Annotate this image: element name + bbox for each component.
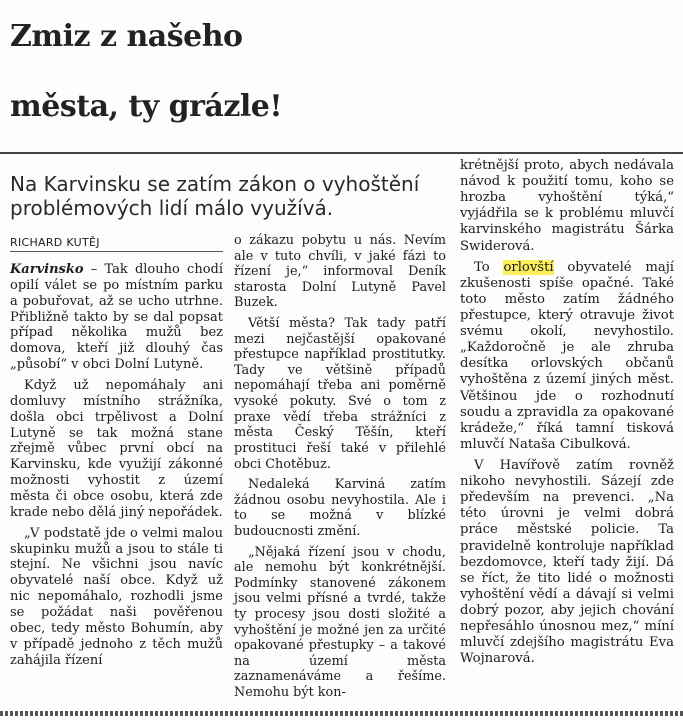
paragraph <box>460 260 674 453</box>
headline-line-2: města, ty grázle! <box>10 89 283 124</box>
paragraph: krétnější proto, abych nedávala návod k použití tomu, koho se hrozba vyhoštění týká,“ vyjádřila se k problému mluvčí karvinského magistrátu Šárka Swiderová. <box>460 158 674 254</box>
headline-line-1: Zmiz z našeho <box>10 19 243 54</box>
article-column-1 <box>10 262 223 673</box>
top-rule <box>0 152 683 154</box>
paragraph: Když už nepomáhaly ani domluvy místního strážníka, došla obci trpělivost a Dolní Lutyně se tak možná stane zřejmě vůbec první obcí na Karvinsku, kde využijí zákonné možnosti vyhostit z území města či obce osobu, která zde krade nebo dělá jiný nepořádek. <box>10 378 223 520</box>
bottom-rule <box>0 711 683 716</box>
dateline-location: Karvinsko <box>10 262 84 277</box>
headline <box>10 2 680 142</box>
paragraph: o zákazu pobytu u nás. Nevím ale v tuto chvíli, v jaké fázi to řízení je,“ informoval Deník starosta Dolní Lutyně Pavel Buzek. <box>234 233 446 311</box>
highlighted-word: orlovští <box>503 259 554 275</box>
byline: RICHARD KUTĚJ <box>10 236 223 252</box>
paragraph <box>10 262 223 373</box>
paragraph: Nedaleká Karviná zatím žádnou osobu nevyhostila. Ale i to se možná v blízké budoucnosti změní. <box>234 477 446 539</box>
paragraph: „V podstatě jde o velmi malou skupinku mužů a jsou to stále ti stejní. Ne všichni jsou navíc obyvatelé naší obce. Když už nic nepomáhalo, rozhodli jsme se požádat naši pověřenou obec, tedy město Bohumín, aby v případě jednoho z těch mužů zahájila řízení <box>10 525 223 668</box>
article-column-3 <box>460 158 674 672</box>
subtitle: Na Karvinsku se zatím zákon o vyhoštění problémových lidí málo využívá. <box>10 172 420 220</box>
paragraph: Větší města? Tak tady patří mezi nejčastější opakované přestupce například prostitutky. Tady ve většině případů nepomáhají třeba ani poměrně vysoké pokuty. Své o tom z praxe vědí třeba strážníci z města Český Těšín, kteří prostituci řeší také v přilehlé obci Chotěbuz. <box>234 316 446 472</box>
paragraph-text: obyvatelé mají zkušenosti spíše opačné. Také toto město zatím žádného přestupce, který otravuje život svému okolí, nevyhostilo. „Každoročně je ale zhruba desítka orlovských občanů vyhoštěna z území jiných měst. Většinou jde o rozhodnutí soudu a zpravidla za opakované krádeže,“ říká tamní tisková mluvčí Nataša Cibulková. <box>460 259 675 452</box>
paragraph-text: To <box>474 259 504 275</box>
paragraph-text: – Tak dlouho chodí opilí válet se po místním parku a pobuřovat, až se ucho utrhne. Přibližně takto by se dal popsat případ několika mužů bez domova, kteří již dlouhý čas „působí“ v obci Dolní Lutyně. <box>10 262 223 373</box>
paragraph: V Havířově zatím rovněž nikoho nevyhostili. Sázejí zde především na prevenci. „Na této úrovni je velmi dobrá práce městské policie. Ta pravidelně kontroluje například bezdomovce, kteří tady žijí. Dá se říct, že tito lidé o možnosti vyhoštění vědí a dávají si velmi dobrý pozor, aby jejich chování nepřesáhlo únosnou mez,“ míní mluvčí zdejšího magistrátu Eva Wojnarová. <box>460 457 674 667</box>
paragraph: „Nějaká řízení jsou v chodu, ale nemohu být konkrétnější. Podmínky stanovené zákonem jsou velmi přísné a tvrdé, takže ty procesy jsou dosti složité a vyhoštění je možné jen za určité opakované přestupky – a takové na území města zaznamenáváme a řešíme. Nemohu být kon- <box>234 544 446 701</box>
article-column-2 <box>234 233 446 706</box>
